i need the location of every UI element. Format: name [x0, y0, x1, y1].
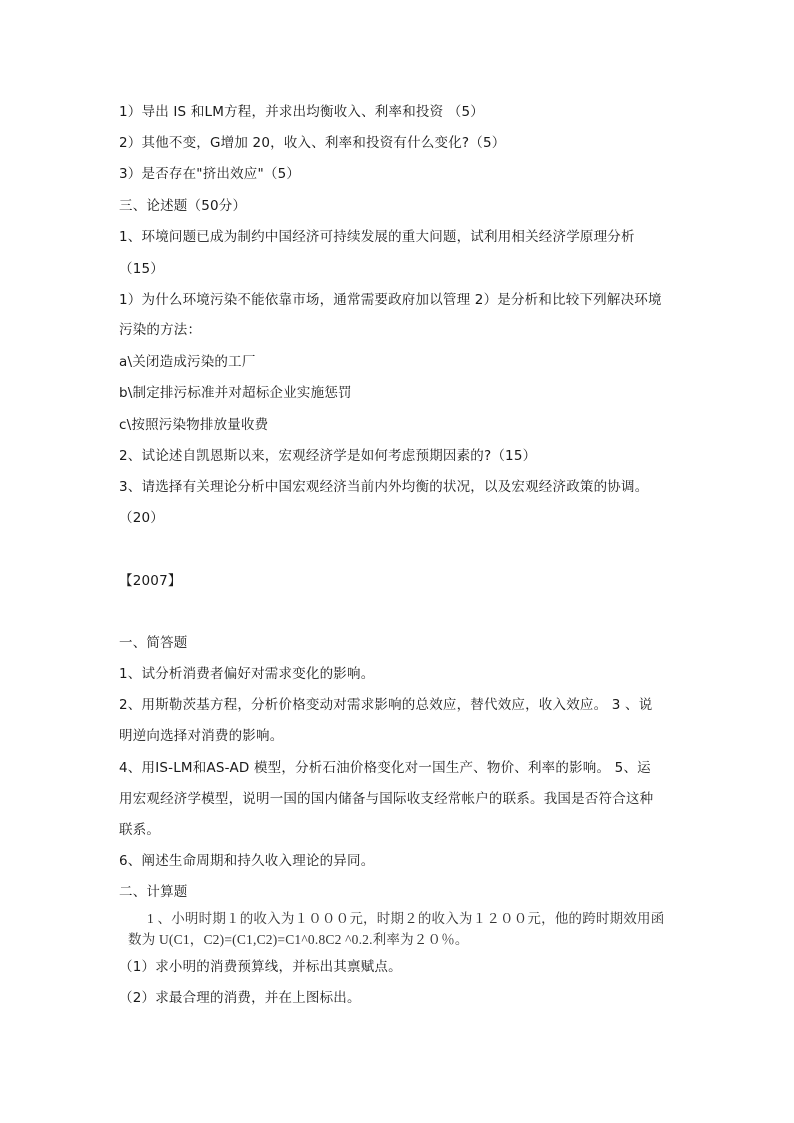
calc-question-1: 1 、小明时期１的收入为１０００元，时期２的收入为１２００元，他的跨时期效用函	[147, 911, 665, 926]
essay-question-1-sub-cont: 污染的方法：	[119, 322, 202, 338]
short-question-5-end: 联系。	[119, 822, 161, 838]
essay-question-1-score: （15）	[119, 261, 164, 277]
option-c: c\按照污染物排放量收费	[119, 417, 269, 433]
section-heading-calculation: 二、计算题	[119, 884, 188, 900]
essay-question-2: 2、试论述自凯恩斯以来，宏观经济学是如何考虑预期因素的?（15）	[119, 448, 537, 464]
section-heading-essay: 三、论述题（50分）	[119, 198, 247, 214]
essay-question-3: 3、请选择有关理论分析中国宏观经济当前内外均衡的状况，以及宏观经济政策的协调。	[119, 479, 649, 495]
section-heading-short-answer: 一、简答题	[119, 635, 188, 651]
calc-question-1-part-2: （2）求最合理的消费，并在上图标出。	[119, 990, 361, 1006]
option-b: b\制定排污标准并对超标企业实施惩罚	[119, 385, 352, 401]
calc-question-1-part-1: （1）求小明的消费预算线，并标出其禀赋点。	[119, 959, 402, 975]
calc-question-part-3: 3）是否存在"挤出效应"（5）	[119, 166, 301, 182]
calc-question-part-2: 2）其他不变，G增加 20，收入、利率和投资有什么变化?（5）	[119, 135, 506, 151]
short-question-2: 2、用斯勒茨基方程，分析价格变动对需求影响的总效应，替代效应，收入效应。 3 、说	[119, 697, 653, 713]
calc-question-1-cont: 数为 U(C1，C2)=(C1,C2)=C1^0.8C2 ^0.2.利率为２０％。	[128, 932, 469, 947]
short-question-5-cont: 用宏观经济学模型，说明一国的国内储备与国际收支经常帐户的联系。我国是否符合这种	[119, 791, 654, 807]
essay-question-1-sub: 1）为什么环境污染不能依靠市场，通常需要政府加以管理 2）是分析和比较下列解决环境	[119, 292, 662, 308]
short-question-6: 6、阐述生命周期和持久收入理论的异同。	[119, 853, 375, 869]
short-question-3-cont: 明逆向选择对消费的影响。	[119, 728, 284, 744]
year-heading: 【2007】	[119, 573, 182, 589]
short-question-1: 1、试分析消费者偏好对需求变化的影响。	[119, 666, 375, 682]
short-question-4: 4、用IS-LM和AS-AD 模型，分析石油价格变化对一国生产、物价、利率的影响。 5、运	[119, 760, 651, 776]
calc-question-part-1: 1）导出 IS 和LM方程，并求出均衡收入、利率和投资 （5）	[119, 104, 484, 120]
essay-question-3-score: （20）	[119, 510, 164, 526]
essay-question-1: 1、环境问题已成为制约中国经济可持续发展的重大问题，试利用相关经济学原理分析	[119, 229, 635, 245]
option-a: a\关闭造成污染的工厂	[119, 354, 256, 370]
